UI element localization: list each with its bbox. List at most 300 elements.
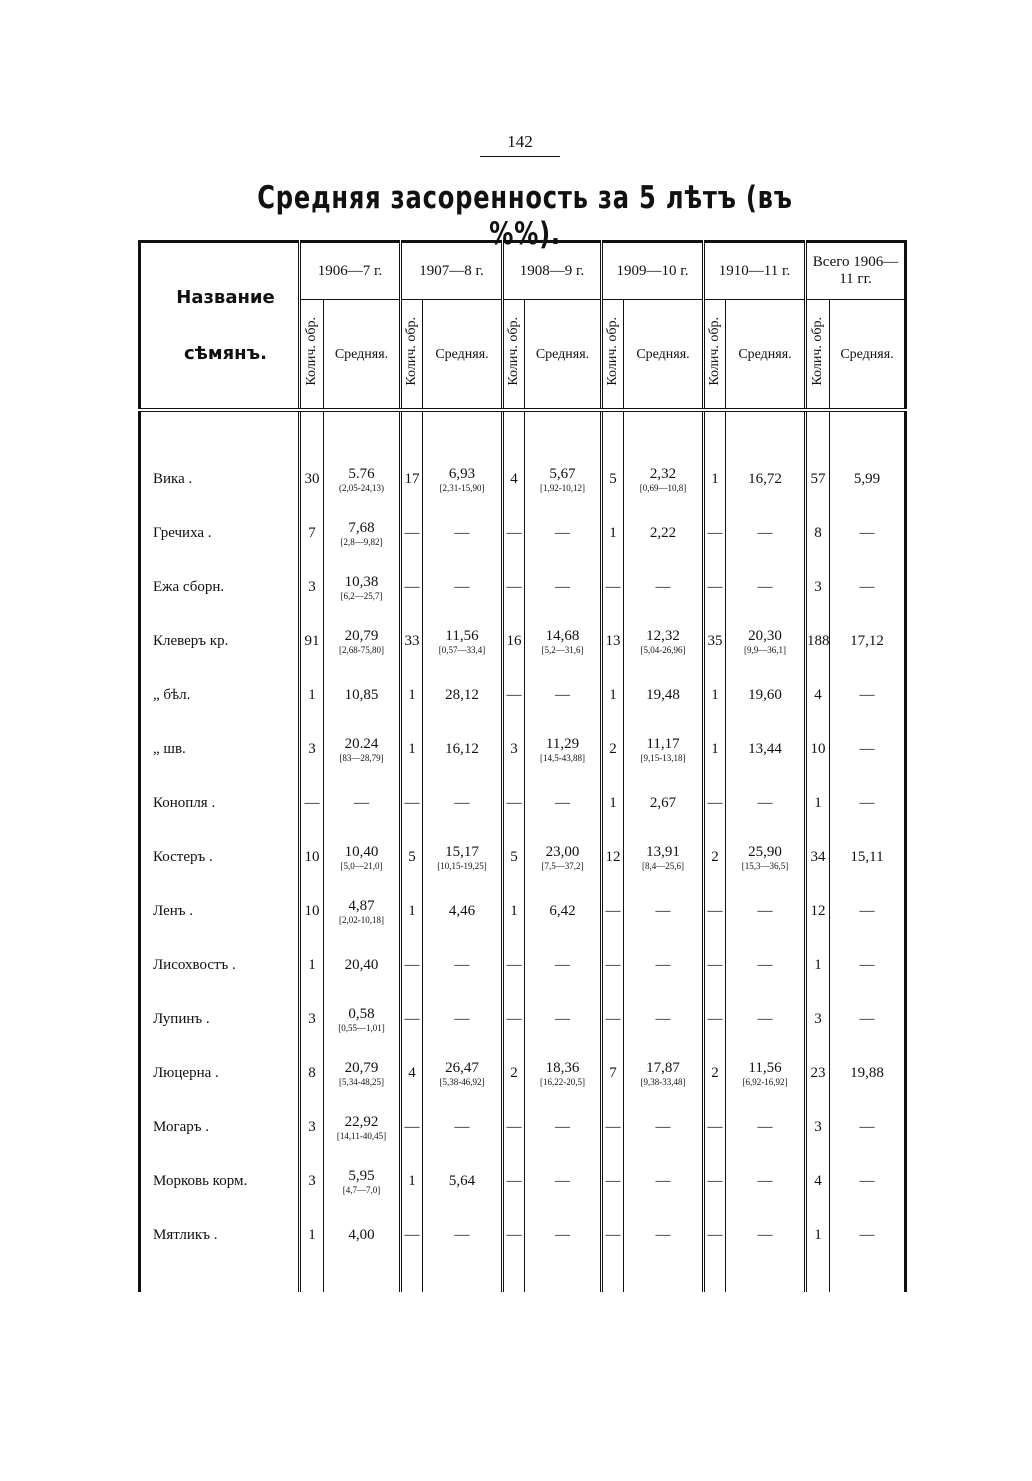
header-count-cell [806,300,830,411]
average-cell [830,938,906,992]
average-value: 2,22 [649,525,677,541]
average-cell [525,614,602,668]
spacer-row [140,422,906,452]
average-cell [324,830,401,884]
sample-count: 10 [806,722,830,776]
table-row [140,992,906,1046]
average-value: 5,99 [853,471,881,487]
average-cell [423,1154,503,1208]
seed-name-cell [140,1100,300,1154]
average-value: — [454,957,470,973]
border-cell [806,422,830,452]
sample-count: 1 [602,506,624,560]
sample-count: — [704,560,726,614]
header-count-label: Колич. обр. [506,317,521,386]
average-range: [6,92-16,92] [742,1076,788,1087]
sample-count: 10 [300,830,324,884]
average-value: — [859,1011,875,1027]
sample-count: 1 [806,938,830,992]
sample-count: — [602,938,624,992]
average-cell [324,992,401,1046]
average-range: [14,11-40,45] [336,1130,387,1141]
border-cell [423,1262,503,1292]
sample-count: — [300,776,324,830]
average-value: 2,32 [649,465,677,482]
average-value: — [555,1227,570,1243]
average-cell [423,938,503,992]
average-value: 22,92 [344,1113,379,1130]
seed-contamination-table [138,240,907,1292]
average-cell [324,884,401,938]
average-range: [5,0—21,0] [340,860,383,871]
header-average-cell [324,300,401,411]
header-year-1906: 1906—7 г. [300,242,401,300]
border-cell [300,1262,324,1292]
sample-count: — [503,776,525,830]
average-value: — [555,579,570,595]
header-count-label: Колич. обр. [707,317,722,386]
average-value: — [859,1227,875,1243]
sample-count: 3 [503,722,525,776]
average-range: [1,92-10,12] [540,482,585,493]
average-cell [525,884,602,938]
average-cell [830,1046,906,1100]
seed-name: Люцерна . [153,1065,219,1081]
average-cell [423,884,503,938]
average-value: — [757,957,773,973]
average-value: 14,68 [545,627,580,644]
average-cell [830,992,906,1046]
average-value: 0,58 [348,1005,375,1022]
sample-count: — [503,1208,525,1262]
sample-count: 1 [300,1208,324,1262]
seed-name: Ежа сборн. [153,579,225,595]
seed-name-cell [140,506,300,560]
table-row [140,938,906,992]
border-cell [806,410,830,422]
header-row-years [140,242,906,300]
average-value: 20,30 [748,627,782,644]
average-cell [423,830,503,884]
seed-name-cell [140,1154,300,1208]
border-cell [624,410,704,422]
average-value: — [655,1227,671,1243]
seed-name: Ленъ . [153,903,194,919]
average-cell [830,1154,906,1208]
average-value: 15,11 [850,849,884,865]
average-value: — [859,1119,875,1135]
table-row [140,506,906,560]
average-value: 11,56 [748,1059,782,1076]
sample-count: 4 [401,1046,423,1100]
header-average-cell [726,300,806,411]
average-cell [726,560,806,614]
seed-name-cell [140,614,300,668]
average-range: [6,2—25,7] [340,590,383,601]
average-cell [324,776,401,830]
average-cell [624,884,704,938]
average-cell [726,938,806,992]
sample-count: 3 [300,1100,324,1154]
sample-count: 3 [300,722,324,776]
border-cell [300,410,324,422]
sample-count: — [704,1154,726,1208]
average-value: 5.76 [348,465,375,482]
table-row [140,1154,906,1208]
border-cell [401,410,423,422]
border-cell [401,1262,423,1292]
average-value: — [859,525,875,541]
average-value: 4,00 [348,1227,375,1243]
sample-count: 17 [401,452,423,506]
average-value: 17,87 [646,1059,680,1076]
sample-count: 4 [806,1154,830,1208]
sample-count: 1 [503,884,525,938]
sample-count: 12 [602,830,624,884]
sample-count: — [503,560,525,614]
sample-count: — [602,560,624,614]
header-average-label: Средняя. [738,346,792,362]
table-row [140,830,906,884]
sample-count: — [503,1100,525,1154]
border-cell [806,1262,830,1292]
header-count-label: Колич. обр. [404,317,419,386]
average-value: — [757,1173,773,1189]
average-value: — [859,903,875,919]
sample-count: — [704,776,726,830]
average-range: [5,04-26,96] [640,644,686,655]
average-value: 15,17 [445,843,479,860]
sample-count: 2 [704,830,726,884]
average-cell [624,1154,704,1208]
average-cell [624,1100,704,1154]
header-count-label: Колич. обр. [810,317,825,386]
average-cell [726,884,806,938]
seed-name-cell [140,1046,300,1100]
average-value: 6,93 [448,465,476,482]
sample-count: 1 [401,1154,423,1208]
average-cell [624,452,704,506]
average-range: [5,34-48,25] [339,1076,384,1087]
sample-count: 1 [602,776,624,830]
seed-name-cell [140,722,300,776]
sample-count: — [503,1154,525,1208]
border-cell [140,422,300,452]
seed-name: Гречиха . [153,525,212,541]
average-value: 23,00 [545,843,580,860]
header-year-1909: 1909—10 г. [602,242,704,300]
border-cell [503,422,525,452]
average-range: [16,22-20,5] [540,1076,585,1087]
sample-count: 91 [300,614,324,668]
sample-count: — [602,1100,624,1154]
average-cell [830,614,906,668]
sample-count: 2 [704,1046,726,1100]
sample-count: — [401,1208,423,1262]
average-value: 20,79 [344,627,379,644]
header-year-1907: 1907—8 г. [401,242,503,300]
average-cell [324,1100,401,1154]
border-cell [423,410,503,422]
average-range: [4,7—7,0] [342,1184,381,1195]
seed-name-cell [140,830,300,884]
average-range: (2,05-24,13) [339,482,384,493]
average-cell [324,1154,401,1208]
average-value: — [655,579,671,595]
border-cell [503,1262,525,1292]
sample-count: 1 [401,722,423,776]
sample-count: 1 [806,776,830,830]
sample-count: — [602,992,624,1046]
average-value: 13,91 [646,843,680,860]
border-cell [830,422,906,452]
header-divider-row [140,410,906,422]
average-value: — [859,687,875,703]
sample-count: — [503,938,525,992]
average-cell [726,668,806,722]
table-row [140,884,906,938]
border-cell [401,422,423,452]
sample-count: 5 [602,452,624,506]
border-cell [726,422,806,452]
border-cell [525,422,602,452]
average-value: — [555,795,570,811]
average-value: — [859,1173,875,1189]
average-value: — [555,1173,570,1189]
sample-count: — [602,1208,624,1262]
average-cell [624,614,704,668]
average-value: 10,85 [344,687,379,703]
seed-name: Морковь корм. [153,1173,248,1189]
header-average-cell [423,300,503,411]
sample-count: — [503,506,525,560]
average-value: — [757,525,773,541]
average-range: [2,8—9,82] [340,536,383,547]
average-cell [830,830,906,884]
sample-count: 30 [300,452,324,506]
seed-name: Конопля . [153,795,216,811]
spacer-row [140,1262,906,1292]
table-row [140,722,906,776]
average-value: 20,40 [344,957,379,973]
average-cell [525,452,602,506]
sample-count: 1 [704,668,726,722]
average-value: 12,32 [646,627,680,644]
average-cell [830,560,906,614]
table-row [140,560,906,614]
average-value: — [655,1119,671,1135]
seed-name-cell [140,938,300,992]
border-cell [602,1262,624,1292]
average-value: 6,42 [549,903,576,919]
header-name-label: Название сѣмянъ. [176,286,275,364]
seed-name-cell [140,776,300,830]
average-cell [830,452,906,506]
average-value: 28,12 [445,687,479,703]
table-row [140,614,906,668]
average-value: 19,48 [646,687,680,703]
average-value: 18,36 [545,1059,580,1076]
sample-count: — [401,776,423,830]
average-cell [423,776,503,830]
sample-count: 1 [704,452,726,506]
average-cell [324,938,401,992]
average-cell [726,1154,806,1208]
average-cell [525,1100,602,1154]
average-range: [5,38-46,92] [439,1076,485,1087]
average-value: — [859,795,875,811]
sample-count: — [602,884,624,938]
average-cell [830,722,906,776]
seed-name: „ шв. [153,741,186,757]
average-value: — [655,1011,671,1027]
average-value: 25,90 [748,843,782,860]
sample-count: 1 [300,938,324,992]
average-value: — [454,1227,470,1243]
header-count-label: Колич. обр. [605,317,620,386]
sample-count: 3 [300,992,324,1046]
header-average-label: Средняя. [535,346,590,362]
border-cell [140,410,300,422]
header-count-cell [704,300,726,411]
table-row [140,668,906,722]
sample-count: 4 [806,668,830,722]
average-range: [9,9—36,1] [744,644,786,655]
average-value: 11,56 [445,627,479,644]
sample-count: — [704,992,726,1046]
seed-name: „ бѣл. [153,687,191,703]
average-value: — [757,1227,773,1243]
table-row [140,452,906,506]
seed-name-cell [140,992,300,1046]
sample-count: 1 [704,722,726,776]
average-value: — [454,525,470,541]
table-row [140,1208,906,1262]
average-value: — [555,525,570,541]
average-cell [726,992,806,1046]
header-count-label: Колич. обр. [304,317,319,386]
seed-contamination-table-wrap [138,240,904,1292]
sample-count: — [704,938,726,992]
sample-count: 10 [300,884,324,938]
border-cell [830,1262,906,1292]
header-count-cell [401,300,423,411]
sample-count: — [401,938,423,992]
sample-count: 3 [300,1154,324,1208]
seed-name: Костеръ . [153,849,213,865]
header-average-cell [830,300,906,411]
average-range: [15,3—36,5] [741,860,789,871]
border-cell [525,1262,602,1292]
average-range: [2,68-75,80] [339,644,384,655]
sample-count: 3 [806,992,830,1046]
sample-count: 8 [300,1046,324,1100]
sample-count: 3 [300,560,324,614]
average-cell [423,1100,503,1154]
average-cell [830,884,906,938]
seed-name: Могаръ . [153,1119,210,1135]
average-cell [624,1208,704,1262]
seed-name-cell [140,1208,300,1262]
average-cell [525,938,602,992]
average-value: 19,88 [850,1065,884,1081]
average-cell [726,506,806,560]
border-cell [324,422,401,452]
sample-count: 16 [503,614,525,668]
header-average-cell [624,300,704,411]
average-value: 17,12 [850,633,884,649]
average-value: 7,68 [348,519,375,536]
average-cell [423,452,503,506]
average-range: [0,69—10,8] [639,482,687,493]
average-cell [525,1208,602,1262]
average-cell [624,938,704,992]
average-value: 20.24 [344,735,379,752]
sample-count: — [503,992,525,1046]
average-value: 19,60 [748,687,782,703]
sample-count: 34 [806,830,830,884]
average-cell [830,1208,906,1262]
average-cell [324,452,401,506]
average-cell [525,1046,602,1100]
sample-count: 2 [503,1046,525,1100]
table-row [140,1100,906,1154]
sample-count: 1 [401,668,423,722]
border-cell [324,1262,401,1292]
average-cell [423,1046,503,1100]
sample-count: — [602,1154,624,1208]
average-cell [726,452,806,506]
average-cell [423,1208,503,1262]
average-cell [624,830,704,884]
header-year-1910: 1910—11 г. [704,242,806,300]
average-value: — [454,795,470,811]
average-range: [5,2—31,6] [541,644,584,655]
average-cell [525,560,602,614]
seed-name: Мятликъ . [153,1227,218,1243]
average-range: [14,5-43,88] [540,752,585,763]
seed-name: Клеверъ кр. [153,633,229,649]
average-cell [726,1046,806,1100]
sample-count: — [503,668,525,722]
header-year-1908: 1908—9 г. [503,242,602,300]
sample-count: 1 [300,668,324,722]
average-cell [324,560,401,614]
border-cell [726,410,806,422]
page-title: Средняя засоренность за 5 лѣтъ (въ %%). [257,180,793,252]
average-value: 5,64 [448,1173,476,1189]
average-cell [830,776,906,830]
seed-name: Лупинъ . [153,1011,210,1027]
border-cell [140,1262,300,1292]
sample-count: 7 [300,506,324,560]
sample-count: 3 [806,560,830,614]
sample-count: 5 [401,830,423,884]
seed-name-cell [140,884,300,938]
average-value: 10,40 [344,843,379,860]
average-cell [624,506,704,560]
table-row [140,1046,906,1100]
average-value: — [555,1119,570,1135]
average-cell [525,992,602,1046]
average-value: 5,67 [549,465,576,482]
sample-count: 5 [503,830,525,884]
average-value: — [454,579,470,595]
average-cell [423,722,503,776]
average-cell [423,992,503,1046]
average-cell [624,668,704,722]
average-cell [726,1208,806,1262]
